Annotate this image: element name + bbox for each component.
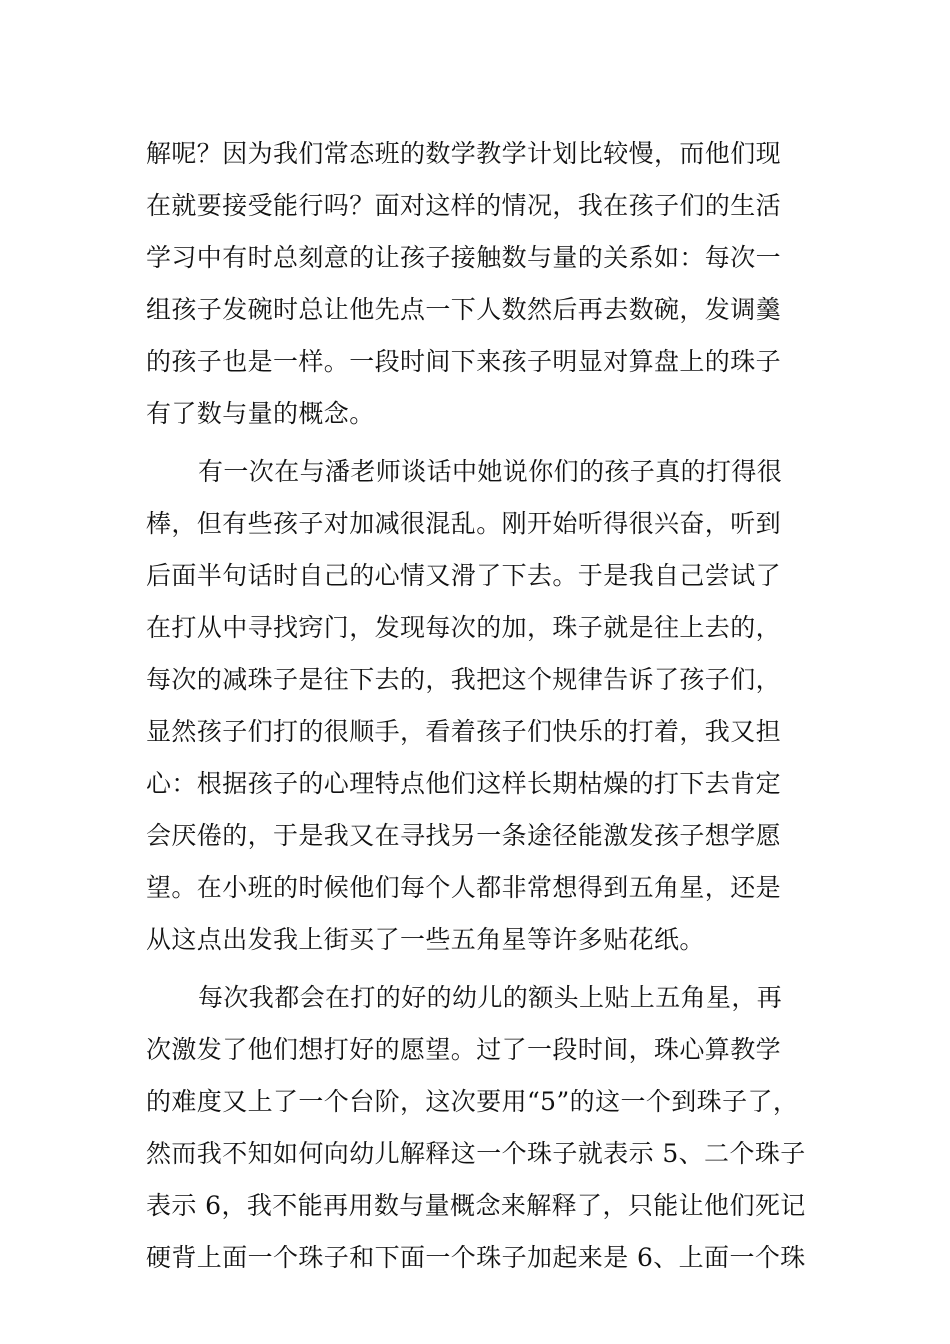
- text-line: 后面半句话时自己的心情又滑了下去。于是我自己尝试了: [146, 561, 782, 590]
- text-line: 学习中有时总刻意的让孩子接触数与量的关系如：每次一: [146, 243, 782, 272]
- paragraph-2: [146, 446, 836, 966]
- text-line: 心：根据孩子的心理特点他们这样长期枯燥的打下去肯定: [146, 769, 782, 798]
- text-line: 棒，但有些孩子对加减很混乱。刚开始听得很兴奋，听到: [146, 509, 782, 538]
- text-line: 从这点出发我上街买了一些五角星等许多贴花纸。: [146, 925, 705, 954]
- text-line: 的孩子也是一样。一段时间下来孩子明显对算盘上的珠子: [146, 347, 782, 376]
- text-line: 在打从中寻找窍门，发现每次的加，珠子就是往上去的，: [146, 613, 782, 642]
- text-line: 组孩子发碗时总让他先点一下人数然后再去数碗，发调羹: [146, 295, 782, 324]
- text-line: 每次的减珠子是往下去的，我把这个规律告诉了孩子们，: [146, 665, 782, 694]
- text-line: 表示 6，我不能再用数与量概念来解释了，只能让他们死记: [146, 1191, 806, 1220]
- text-line: 望。在小班的时候他们每个人都非常想得到五角星，还是: [146, 873, 782, 902]
- paragraph-3: [146, 972, 836, 1284]
- text-line: 有一次在与潘老师谈话中她说你们的孩子真的打得很: [198, 457, 783, 486]
- body-text: [146, 128, 836, 1284]
- text-line: 然而我不知如何向幼儿解释这一个珠子就表示 5、二个珠子: [146, 1139, 806, 1168]
- text-line: 次激发了他们想打好的愿望。过了一段时间，珠心算教学: [146, 1035, 782, 1064]
- text-line: 硬背上面一个珠子和下面一个珠子加起来是 6、上面一个珠: [146, 1243, 806, 1272]
- text-line: 解呢？因为我们常态班的数学教学计划比较慢，而他们现: [146, 139, 782, 168]
- text-line: 在就要接受能行吗？面对这样的情况，我在孩子们的生活: [146, 191, 782, 220]
- text-line: 会厌倦的，于是我又在寻找另一条途径能激发孩子想学愿: [146, 821, 782, 850]
- text-line: 每次我都会在打的好的幼儿的额头上贴上五角星，再: [198, 983, 783, 1012]
- paragraph-1: [146, 128, 836, 440]
- text-line: 有了数与量的概念。: [146, 399, 375, 428]
- text-line: 显然孩子们打的很顺手，看着孩子们快乐的打着，我又担: [146, 717, 782, 746]
- text-line: 的难度又上了一个台阶，这次要用“5”的这一个到珠子了，: [146, 1087, 799, 1116]
